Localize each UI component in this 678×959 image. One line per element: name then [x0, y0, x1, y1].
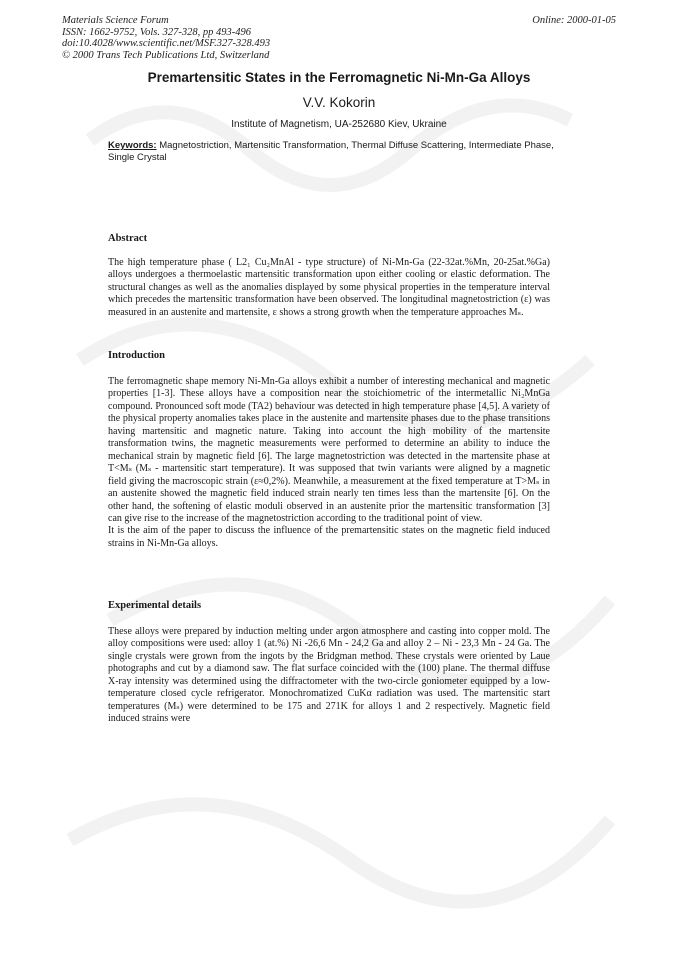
- experimental-text: [108, 626, 550, 726]
- paper-title: Premartensitic States in the Ferromagnetic Ni-Mn-Ga Alloys: [147, 70, 531, 85]
- introduction-paragraph-1: The ferromagnetic shape memory Ni-Mn-Ga alloys exhibit a number of interesting mechanical and magnetic properties [1-3]. These alloys have a composition near the stoichiometric of the intermetallic Ni₂MnGa compound. Pronounced soft mode (TA2) behaviour was detected in high temperature phase [4,5]. A variety of the physical property anomalies takes place in the austenite and martensite phases due to the phase transitions having martensitic and magnetic nature. Taking into account the high mobility of the martensite transformation twins, the magnetic measurements were performed to determine an ability to induce the mechanical strain by magnetic field [6]. The large magnetostriction was detected in the martensite phase at T<Mₛ (Mₛ - martensitic start temperature). It was supposed that twin variants were aligned by a magnetic field giving the macroscopic strain (ε≈0,2%). Meanwhile, a measurement at the fixed temperature at T>Mₛ in an austenite showed the magnetic field induced strain nearly ten times less than the martensite [6]. On the other hand, the softening of elastic moduli observed in an austenite prior the martensitic transformation [3] can give rise to the increase of the magnetostriction according to the traditional point of view.: [108, 376, 550, 524]
- keywords-text: Magnetostriction, Martensitic Transformation, Thermal Diffuse Scattering, Intermediate Phase, Single Crystal: [108, 140, 554, 163]
- abstract-heading: Abstract: [108, 233, 148, 244]
- experimental-heading: Experimental details: [108, 600, 202, 611]
- introduction-heading: Introduction: [108, 350, 165, 361]
- keywords-block: [108, 140, 570, 164]
- copyright-line: © 2000 Trans Tech Publications Ltd, Switzerland: [62, 49, 270, 61]
- issn-line: ISSN: 1662-9752, Vols. 327-328, pp 493-496: [62, 26, 251, 38]
- introduction-paragraph-2: It is the aim of the paper to discuss the influence of the premartensitic states on the magnetic field induced strains in Ni-Mn-Ga alloys.: [108, 525, 550, 549]
- doi-line[interactable]: doi:10.4028/www.scientific.net/MSF.327-328.493: [62, 38, 271, 49]
- online-date: Online: 2000-01-05: [532, 15, 616, 26]
- author-affiliation: Institute of Magnetism, UA-252680 Kiev, Ukraine: [231, 119, 447, 130]
- paper-author: V.V. Kokorin: [302, 95, 376, 110]
- publication-info: [62, 15, 270, 61]
- experimental-paragraph: These alloys were prepared by induction melting under argon atmosphere and casting into copper mold. The alloy compositions were used: alloy 1 (at.%) Ni -26,6 Mn - 24,2 Ga and alloy 2 – Ni - 23,3 Mn - 24 Ga. The single crystals were grown from the ingots by the Bridgman method. These crystals were oriented by Laue photographs and cut by a diamond saw. The flat surface coincided with the (100) plane. The thermal diffuse X-ray intensity was determined using the diffractometer with the two-circle goniometer equipped by a low-temperature closed cycle refrigerator. Monochromatized CuKα radiation was used. The martensitic start temperatures (Mₛ) were determined to be 175 and 271K for alloys 1 and 2 respectively. Magnetic field induced strains were: [108, 626, 550, 725]
- introduction-text: [108, 376, 550, 550]
- abstract-paragraph: The high temperature phase ( L2₁ Cu₂MnAl - type structure) of Ni-Mn-Ga (22-32at.%Mn, 20-25at.%Ga) alloys undergoes a thermoelastic martensitic transformation upon either cooling or elastic deformation. The structural changes as well as the anomalies displayed by some physical properties in the temperature interval which precedes the martensitic transformation have been observed. The longitudinal magnetostriction (ε) was measured in an austenite and martensite, ε shows a strong growth when the temperature approaches Mₛ.: [108, 257, 550, 318]
- keywords-label: Keywords:: [108, 140, 157, 151]
- journal-name: Materials Science Forum: [62, 15, 169, 26]
- abstract-text: [108, 257, 550, 319]
